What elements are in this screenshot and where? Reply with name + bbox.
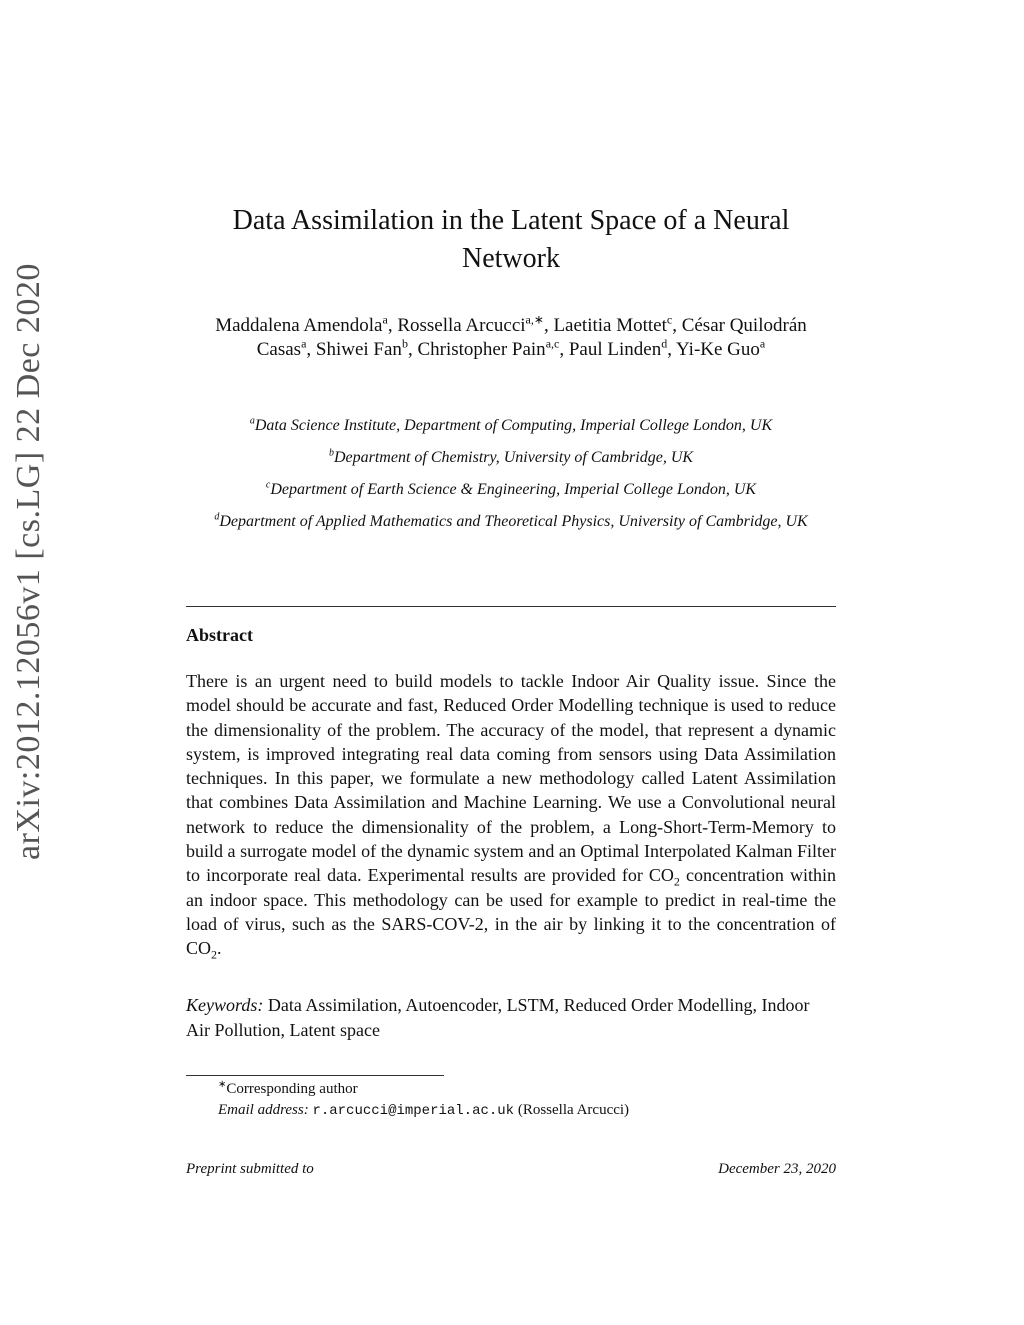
email-link[interactable]: r.arcucci@imperial.ac.uk [312, 1103, 515, 1119]
author-name: César Quilodrán Casas [256, 315, 807, 360]
author-sup: d [661, 336, 668, 351]
author-name: Paul Linden [568, 339, 662, 360]
affiliation-marker: d [214, 511, 220, 523]
author-name: Shiwei Fan [315, 339, 402, 360]
affiliation-a [186, 416, 836, 436]
footnote-rule [186, 1075, 444, 1076]
paper-title [186, 202, 836, 278]
author-sup: c [666, 312, 673, 327]
abstract-part-1: There is an urgent need to build models to tackle Indoor Air Quality issue. Since the model should be accurate and fast, Reduced Order Modelling technique is used to reduce the dimensionality of the problem. The accuracy of the model, that represent a dynamic system, is improved integrating real data coming from sensors using Data Assimilation techniques. In this paper, we formulate a new methodology called Latent Assimilation that combines Data Assimilation and Machine Learning. We use a Convolutional neural network to reduce the dimensionality of the problem, a Long-Short-Term-Memory to build a surrogate model of the dynamic system and an Optimal Interpolated Kalman Filter to incorporate real data. Experimental results are provided for CO [186, 671, 836, 886]
author-sup: a,∗ [525, 312, 544, 327]
affiliation-text: Department of Earth Science & Engineering, Imperial College London, UK [270, 481, 757, 498]
footnote-corresponding [218, 1079, 838, 1099]
affiliation-marker: b [328, 447, 334, 459]
author-name: Maddalena Amendola [215, 315, 383, 336]
footnote-text: Corresponding author [226, 1081, 358, 1097]
author-name: Laetitia Mottet [553, 315, 667, 336]
footnote-marker: ∗ [218, 1079, 227, 1090]
keywords-label: Keywords: [186, 995, 264, 1015]
affiliation-text: Data Science Institute, Department of Computing, Imperial College London, UK [254, 417, 773, 434]
co2-subscript: 2 [211, 947, 218, 962]
author-sup: a [759, 336, 766, 351]
abstract-top-rule [186, 606, 836, 607]
email-label: Email address: [218, 1102, 309, 1118]
author-sup: a [382, 312, 388, 327]
affiliation-marker: a [249, 415, 255, 427]
abstract-end: . [217, 938, 222, 959]
author-sup: a,c [545, 336, 560, 351]
preprint-note: Preprint submitted to [186, 1161, 314, 1177]
abstract-part-2: concentration within an indoor space. This methodology can be used for example to predict in real-time the load of virus, such as the SARS-COV-2, in the air by linking it to the concentration of CO [186, 865, 836, 959]
author-name: Christopher Pain [417, 339, 546, 360]
co2-subscript: 2 [673, 874, 680, 889]
keywords-text: Data Assimilation, Autoencoder, LSTM, Reduced Order Modelling, Indoor Air Pollution, Latent space [186, 995, 810, 1040]
preprint-date: December 23, 2020 [718, 1161, 836, 1177]
abstract-text [186, 669, 836, 961]
affiliation-d [186, 512, 836, 532]
author-sup: b [401, 336, 408, 351]
affiliation-c [186, 480, 836, 500]
title-line-1: Data Assimilation in the Latent Space of a Neural [232, 205, 790, 236]
footnote-email [218, 1100, 838, 1121]
author-name: Yi-Ke Guo [676, 339, 760, 360]
affiliation-text: Department of Chemistry, University of Cambridge, UK [333, 449, 694, 466]
keywords [186, 993, 836, 1043]
author-name: Rossella Arcucci [397, 315, 526, 336]
email-owner: (Rossella Arcucci) [517, 1102, 630, 1118]
author-list: Maddalena Amendola$^a$, Rossella Arcucci$^{a,∗}$, Laetitia Mottet$^c$, César Quilodrán Casas$^a$, Shiwei Fan$^b$, Christopher Pain$^{a,c}$, Paul Linden$^d$, Yi-Ke Guo$^a$ [215, 312, 807, 360]
abstract-heading: Abstract [186, 625, 253, 645]
affiliation-marker: c [265, 479, 271, 491]
affiliation-b [186, 448, 836, 468]
arxiv-identifier: arXiv:2012.12056v1 [cs.LG] 22 Dec 2020 [10, 263, 47, 860]
author-sup: a [301, 336, 307, 351]
title-line-2: Network [462, 243, 560, 274]
affiliation-text: Department of Applied Mathematics and Theoretical Physics, University of Cambridge, UK [219, 513, 808, 530]
